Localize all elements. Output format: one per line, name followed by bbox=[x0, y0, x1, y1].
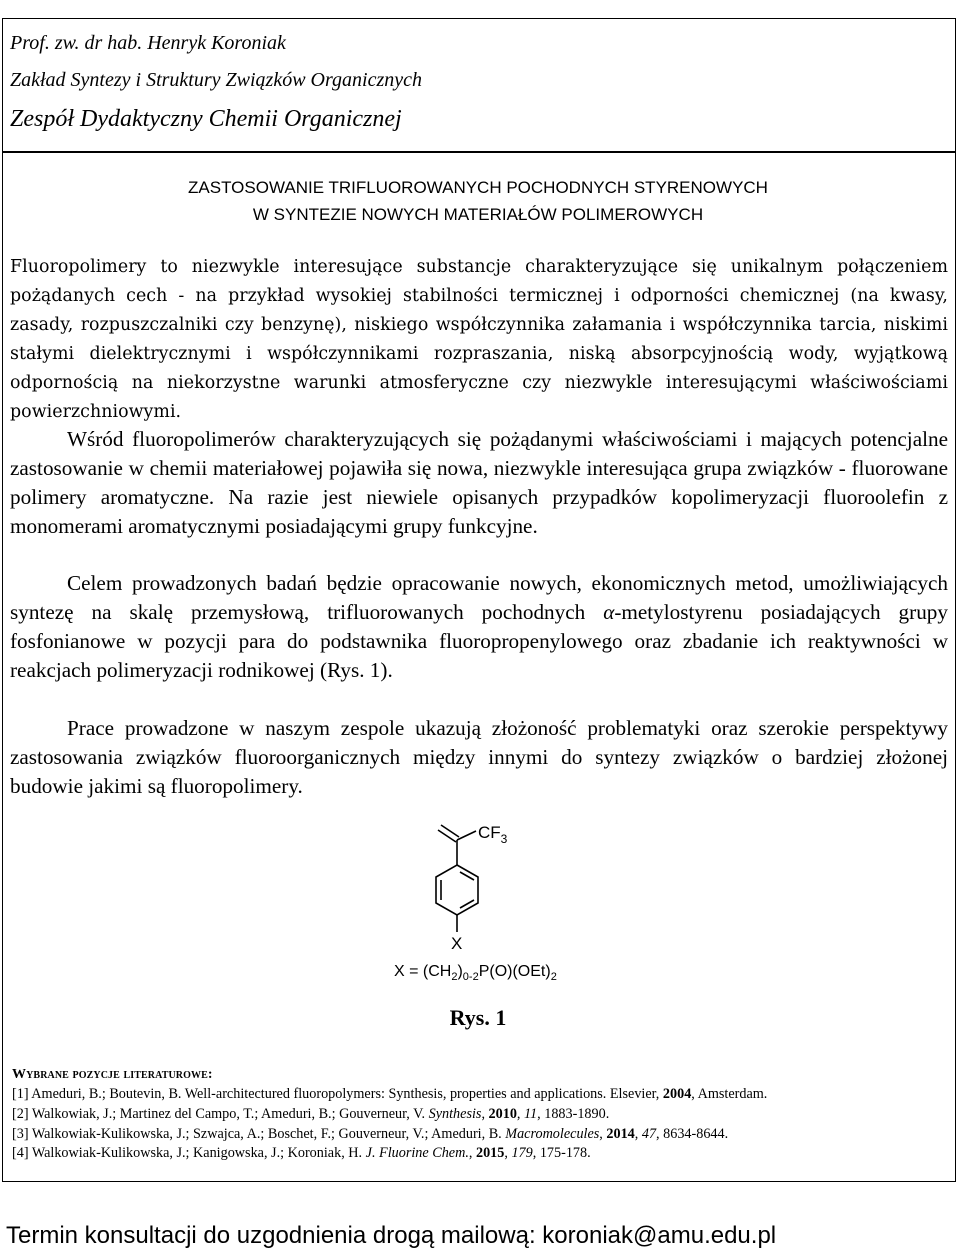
paragraph-3-text-a: Celem prowadzonych badań będzie opracowanie nowych, ekonomicznych metod, umożliwiających syntezę na skalę przemysłową, trifluorowanych pochodnych bbox=[10, 571, 948, 624]
substituent-formula: $X = (CH_2)_{0-2}P(O)(OEt)_2$ bbox=[394, 963, 557, 983]
paragraph-4-text: Prace prowadzone w naszym zespole ukazują złożoność problematyki oraz szerokie perspektywy zastosowania związków fluoroorganicznych między innymi do syntezy związków o bardziej złożonej budowie jakimi są fluoropolimery. bbox=[10, 716, 948, 798]
department-name: Zakład Syntezy i Struktury Związków Organicznych bbox=[10, 69, 422, 91]
structure-bonds bbox=[436, 825, 478, 932]
author-name: Prof. zw. dr hab. Henryk Koroniak bbox=[10, 32, 286, 54]
paragraph-3-text-b: -metylostyrenu posiadających grupy fosfonianowe w pozycji para do podstawnika fluoropropenylowego oraz zbadanie ich reaktywności w reakcjach polimeryzacji rodnikowej (Rys. 1). bbox=[10, 600, 948, 682]
references-heading: Wybrane pozycje literaturowe: bbox=[12, 1067, 213, 1082]
paragraph-1 bbox=[10, 253, 948, 427]
paragraph-3 bbox=[10, 569, 948, 685]
figure-caption: Rys. 1 bbox=[449, 1005, 507, 1030]
cf3-label: $CF_3$ bbox=[478, 823, 508, 846]
reference-3: [3] Walkowiak-Kulikowska, J.; Szwajca, A.; Boschet, F.; Gouverneur, V.; Ameduri, B. Macromolecules, 2014, 47, 8634-8644. bbox=[12, 1126, 729, 1142]
alpha-symbol: α bbox=[603, 600, 615, 624]
document-title-line-2: W SYNTEZIE NOWYCH MATERIAŁÓW POLIMEROWYCH bbox=[252, 205, 704, 224]
paragraph-2 bbox=[10, 425, 948, 541]
document-title-line-1: ZASTOSOWANIE TRIFLUOROWANYCH POCHODNYCH STYRENOWYCH bbox=[188, 178, 768, 197]
paragraph-2-text: Wśród fluoropolimerów charakteryzujących się pożądanymi właściwościami i mających potencjalne zastosowanie w chemii materiałowej pojawiła się nowa, niezwykle interesująca grupa związków - fluorowane polimery aromatyczne. Na razie jest niewiele opisanych przypadków kopolimeryzacji fluoroolefin z monomerami aromatycznymi posiadającymi grupy funkcyjne. bbox=[10, 427, 948, 538]
reference-4: [4] Walkowiak-Kulikowska, J.; Kanigowska, J.; Koroniak, H. J. Fluorine Chem., 2015, 179, 175-178. bbox=[12, 1145, 591, 1161]
header-divider bbox=[2, 151, 956, 153]
reference-1: [1] Ameduri, B.; Boutevin, B. Well-architectured fluoropolymers: Synthesis, properties and applications. Elsevier, 2004, Amsterdam. bbox=[12, 1086, 768, 1102]
reference-2: [2] Walkowiak, J.; Martinez del Campo, T.; Ameduri, B.; Gouverneur, V. Synthesis, 2010, 11, 1883-1890. bbox=[12, 1106, 610, 1122]
paragraph-1-text: Fluoropolimery to niezwykle interesujące substancje charakteryzujące się unikalnym połączeniem pożądanych cech - na przykład wysokiej stabilności termicznej i odporności chemicznej (na kwasy, zasady, rozpuszczalniki czy benzynę), niskiego współczynnika załamania i współczynnika tarcia, niskimi stałymi dielektrycznymi i współczynnikami rozpraszania, niską absorpcyjnością wody, wyjątkową odpornością na niekorzystne warunki atmosferyczne czy niezwykle interesującymi właściwościami powierzchniowymi. bbox=[10, 257, 948, 422]
paragraph-4 bbox=[10, 714, 948, 801]
x-substituent-label: X bbox=[451, 934, 463, 953]
chemical-structure-figure bbox=[360, 812, 620, 992]
team-name: Zespół Dydaktyczny Chemii Organicznej bbox=[10, 106, 402, 132]
consultation-contact: Termin konsultacji do uzgodnienia drogą mailową: koroniak@amu.edu.pl bbox=[6, 1222, 777, 1249]
